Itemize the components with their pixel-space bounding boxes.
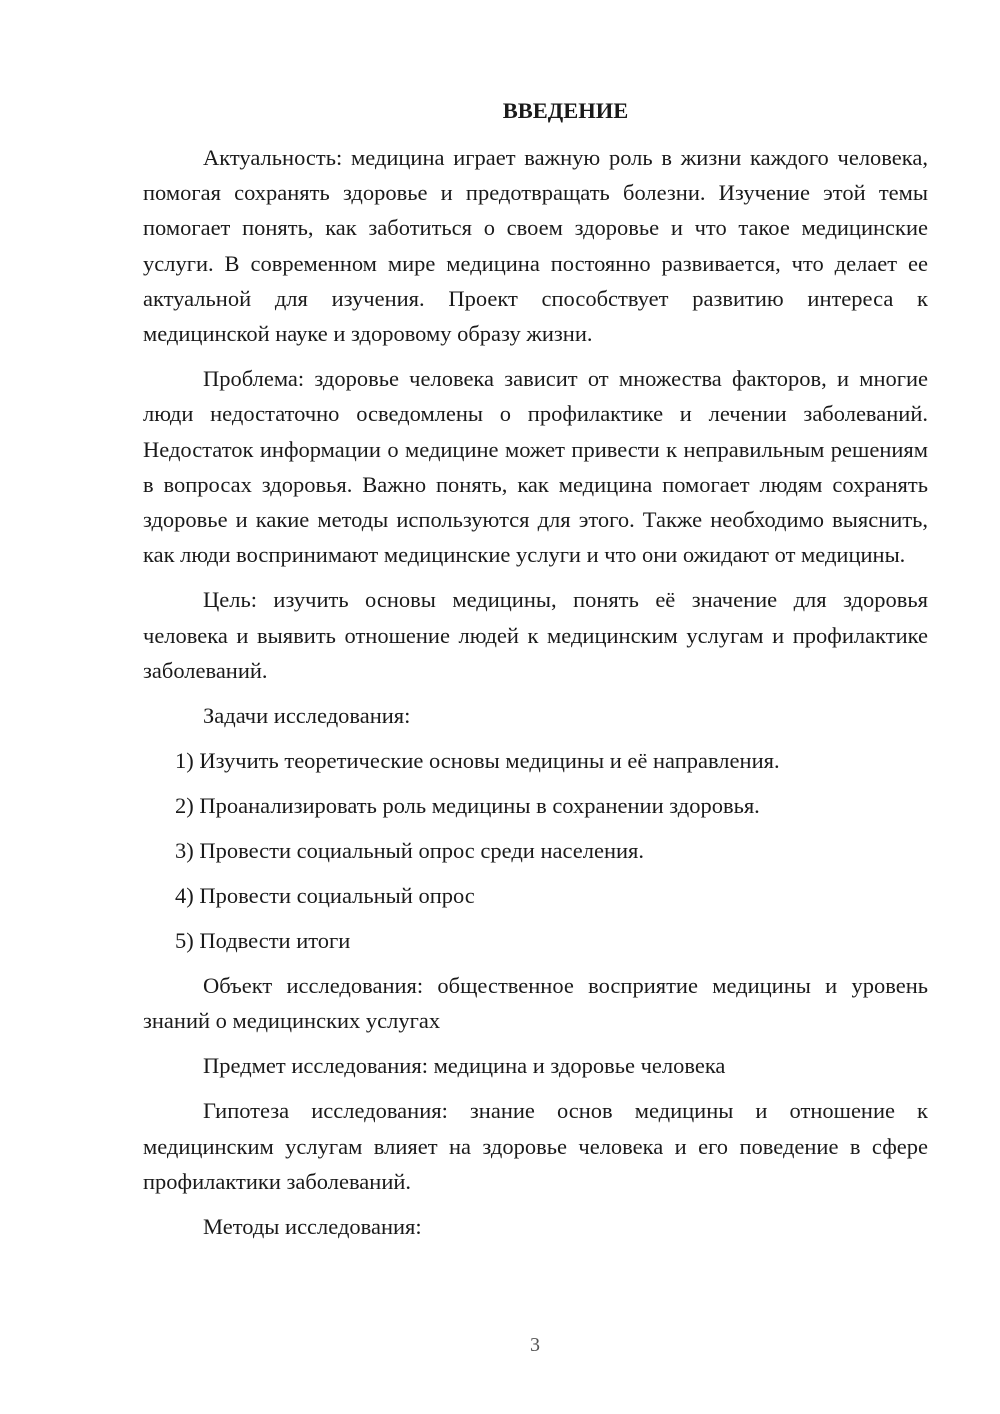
page-title: ВВЕДЕНИЕ — [502, 98, 629, 123]
tasks-list — [175, 743, 928, 958]
tasks-heading: Задачи исследования: — [203, 703, 411, 729]
page-content — [143, 94, 928, 1254]
list-item: 4) Провести социальный опрос — [175, 883, 475, 909]
list-item: 5) Подвести итоги — [175, 928, 351, 954]
list-item: 1) Изучить теоретические основы медицины и её направления. — [175, 748, 780, 774]
methods-heading: Методы исследования: — [203, 1214, 422, 1240]
subject-paragraph: Предмет исследования: медицина и здоровье человека — [203, 1053, 726, 1079]
relevance-paragraph: Актуальность: медицина играет важную роль в жизни каждого человека, помогая сохранять здоровье и предотвращать болезни. Изучение этой темы помогает понять, как заботиться о своем здоровье и что такое медицинские услуги. В современном мире медицина постоянно развивается, что делает ее актуальной для изучения. Проект способствует развитию интереса к медицинской науке и здоровому образу жизни. — [143, 145, 928, 347]
problem-paragraph: Проблема: здоровье человека зависит от множества факторов, и многие люди недостаточно осведомлены о профилактике и лечении заболеваний. Недостаток информации о медицине может привести к неправильным решениям в вопросах здоровья. Важно понять, как медицина помогает людям сохранять здоровье и какие методы используются для этого. Также необходимо выяснить, как люди воспринимают медицинские услуги и что они ожидают от медицины. — [143, 366, 928, 568]
goal-paragraph: Цель: изучить основы медицины, понять её значение для здоровья человека и выявить отношение людей к медицинским услугам и профилактике заболеваний. — [143, 587, 928, 683]
list-item: 3) Провести социальный опрос среди населения. — [175, 838, 645, 864]
page-number: 3 — [530, 1334, 540, 1356]
hypothesis-paragraph: Гипотеза исследования: знание основ медицины и отношение к медицинским услугам влияет на здоровье человека и его поведение в сфере профилактики заболеваний. — [143, 1098, 928, 1194]
list-item: 2) Проанализировать роль медицины в сохранении здоровья. — [175, 793, 760, 819]
object-paragraph: Объект исследования: общественное восприятие медицины и уровень знаний о медицинских услугах — [143, 973, 928, 1034]
